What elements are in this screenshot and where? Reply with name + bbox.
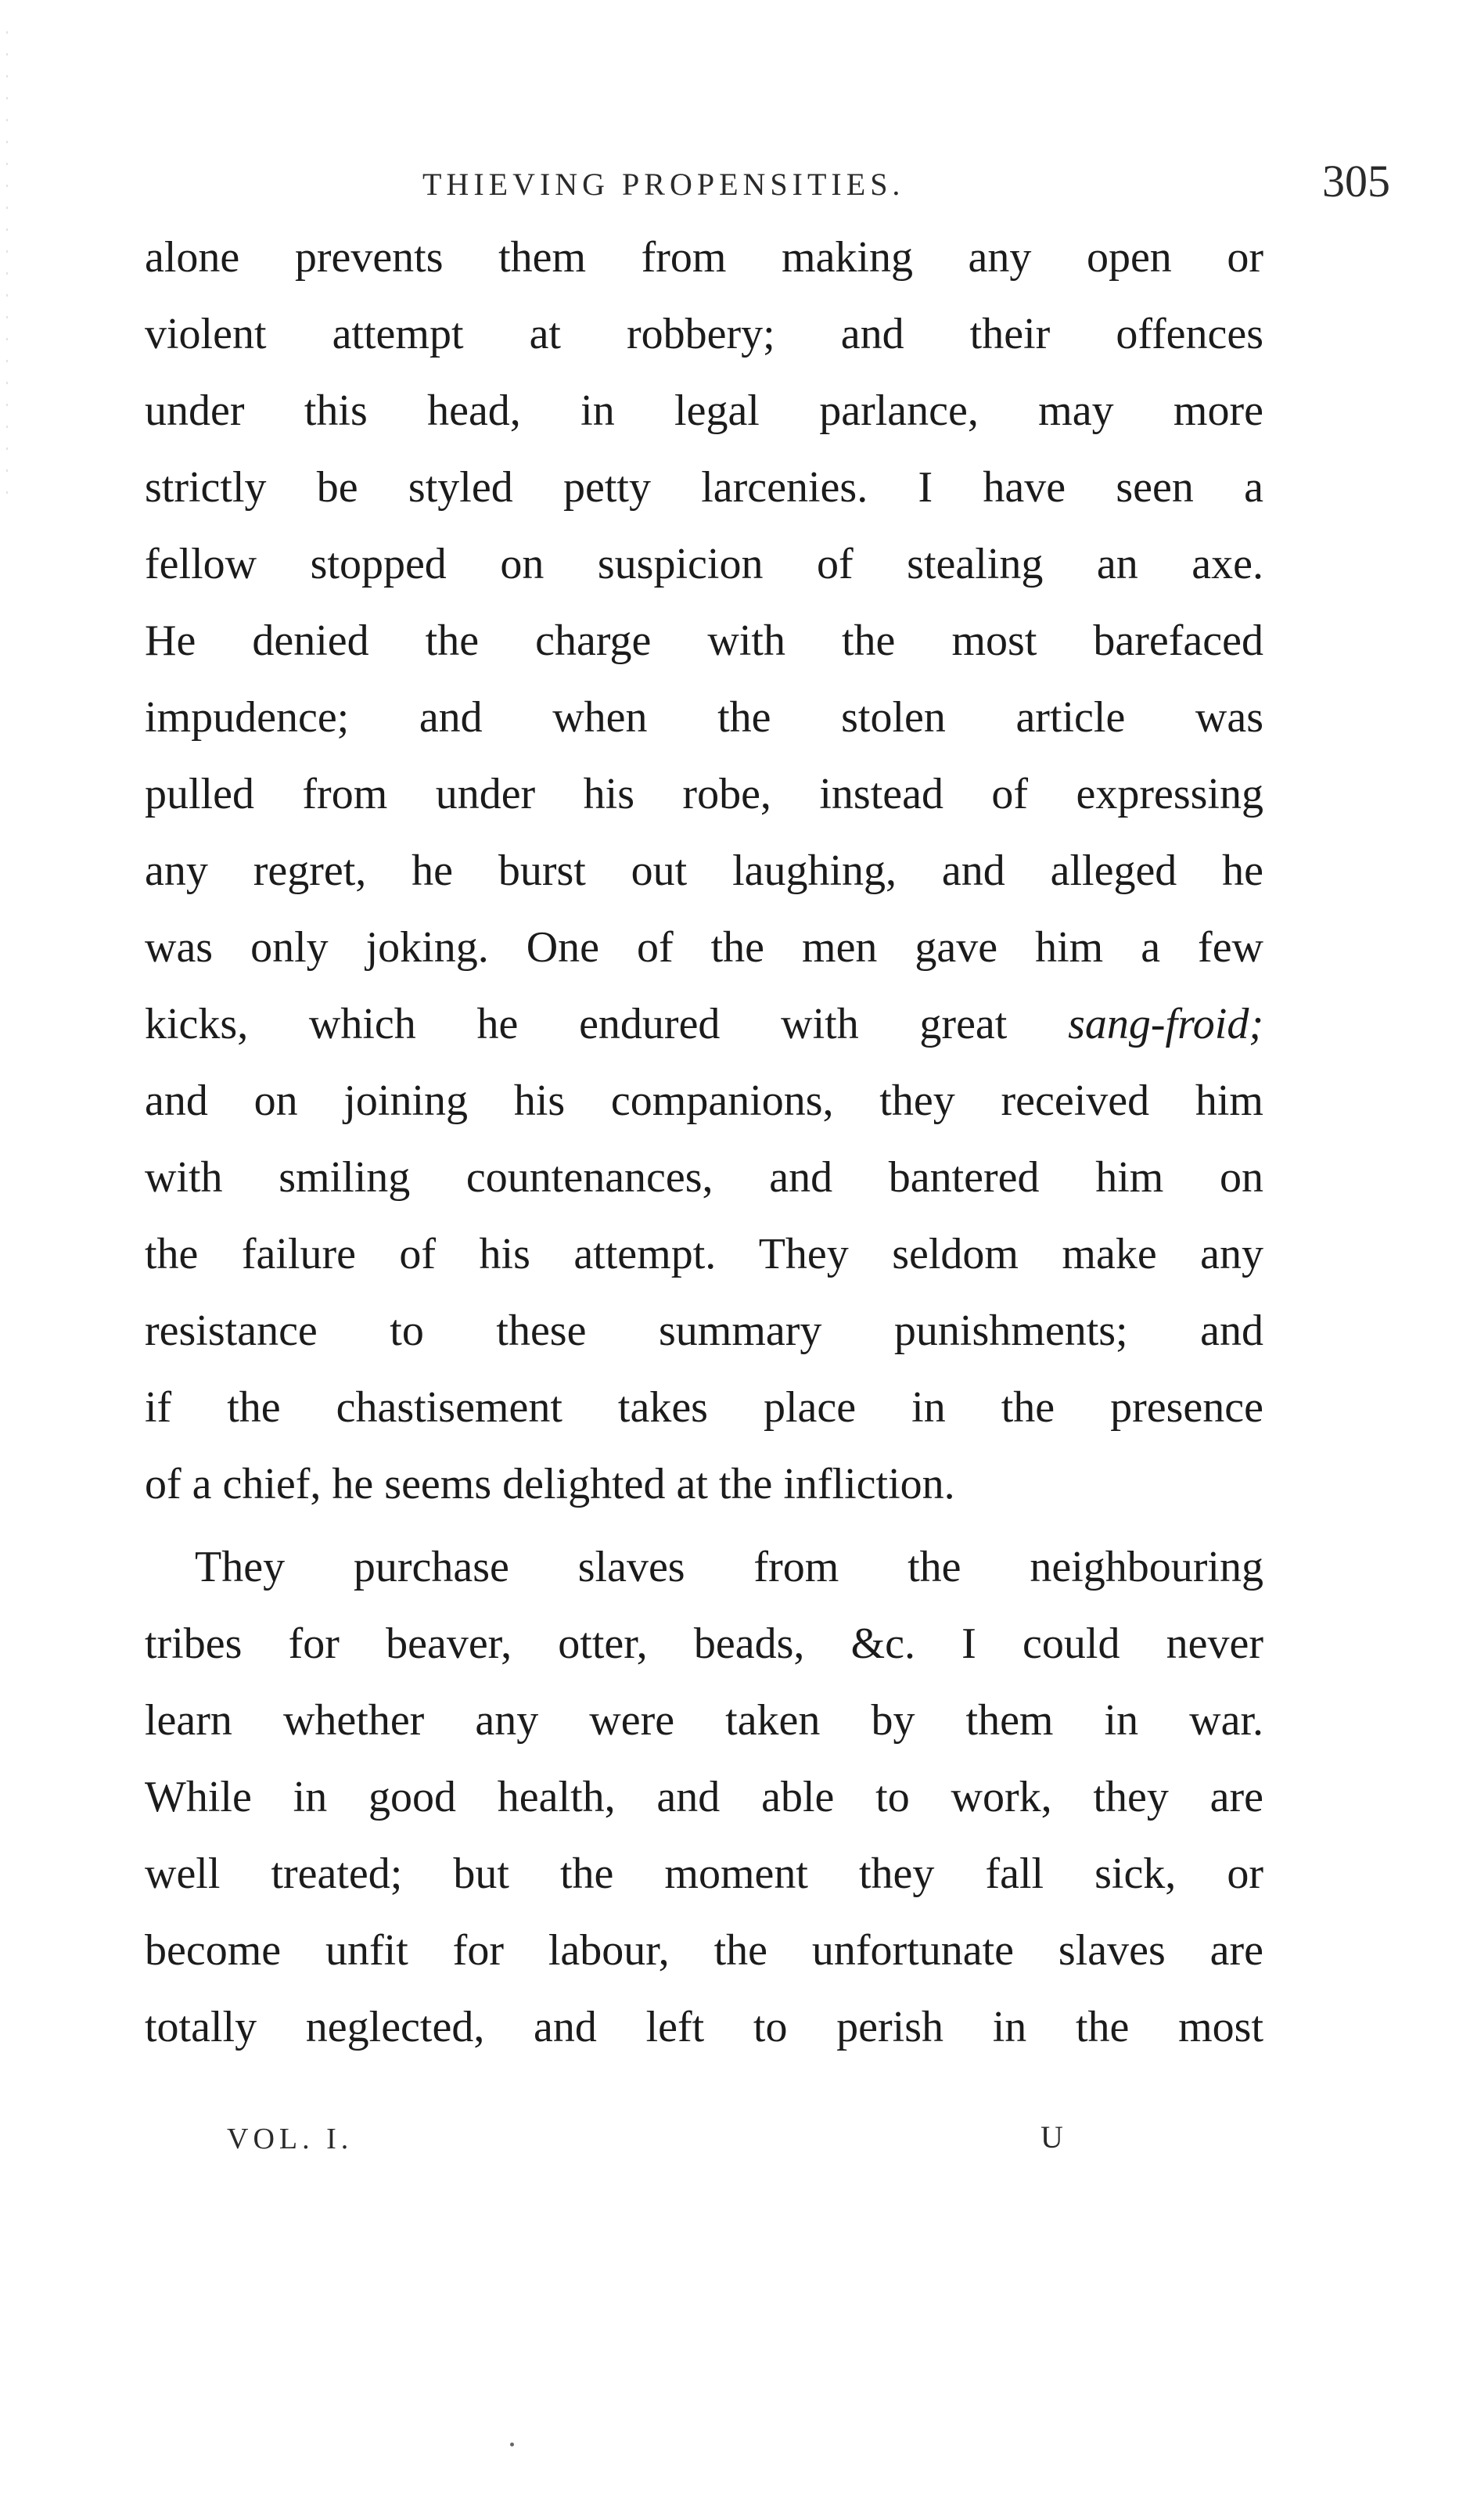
text-segment: kicks, which he endured with great [145, 1000, 1069, 1048]
volume-signature: VOL. I. [227, 2123, 354, 2155]
text-line: the failure of his attempt. They seldom make any [145, 1230, 1263, 1278]
text-line: He denied the charge with the most barefaced [145, 617, 1263, 665]
text-line: become unfit for labour, the unfortunate slaves are [145, 1926, 1263, 1975]
running-head: THIEVING PROPENSITIES. [422, 167, 905, 202]
text-line: well treated; but the moment they fall sick, or [145, 1850, 1263, 1898]
text-line: strictly be styled petty larcenies. I have seen a [145, 463, 1263, 512]
text-line: any regret, he burst out laughing, and alleged he [145, 847, 1263, 895]
italic-phrase: sang-froid; [1068, 1000, 1263, 1048]
body-text [145, 219, 1263, 2065]
signature-mark: U [1041, 2119, 1063, 2155]
text-line: alone prevents them from making any open or [145, 233, 1263, 282]
text-line-with-italic [145, 986, 1263, 1062]
text-line: was only joking. One of the men gave him a few [145, 923, 1263, 972]
text-line: learn whether any were taken by them in war. [145, 1696, 1263, 1745]
text-line: They purchase slaves from the neighbouring [195, 1543, 1263, 1591]
text-line: under this head, in legal parlance, may more [145, 386, 1263, 435]
page-edge-speckle [6, 31, 8, 501]
text-line: tribes for beaver, otter, beads, &c. I could never [145, 1619, 1263, 1668]
text-line: resistance to these summary punishments; and [145, 1307, 1263, 1355]
ink-speck [510, 2443, 514, 2446]
text-line: pulled from under his robe, instead of expressing [145, 770, 1263, 818]
text-line: and on joining his companions, they received him [145, 1077, 1263, 1125]
text-line: fellow stopped on suspicion of stealing an axe. [145, 540, 1263, 588]
text-line: While in good health, and able to work, they are [145, 1773, 1263, 1821]
text-line: violent attempt at robbery; and their offences [145, 310, 1263, 358]
page-number: 305 [1322, 156, 1390, 207]
text-line: totally neglected, and left to perish in the most [145, 2003, 1263, 2051]
text-line: of a chief, he seems delighted at the infliction. [145, 1460, 955, 1508]
text-line: with smiling countenances, and bantered him on [145, 1153, 1263, 1202]
paragraph-gap [145, 1522, 1263, 1529]
text-line: if the chastisement takes place in the presence [145, 1383, 1263, 1432]
text-line: impudence; and when the stolen article was [145, 693, 1263, 742]
